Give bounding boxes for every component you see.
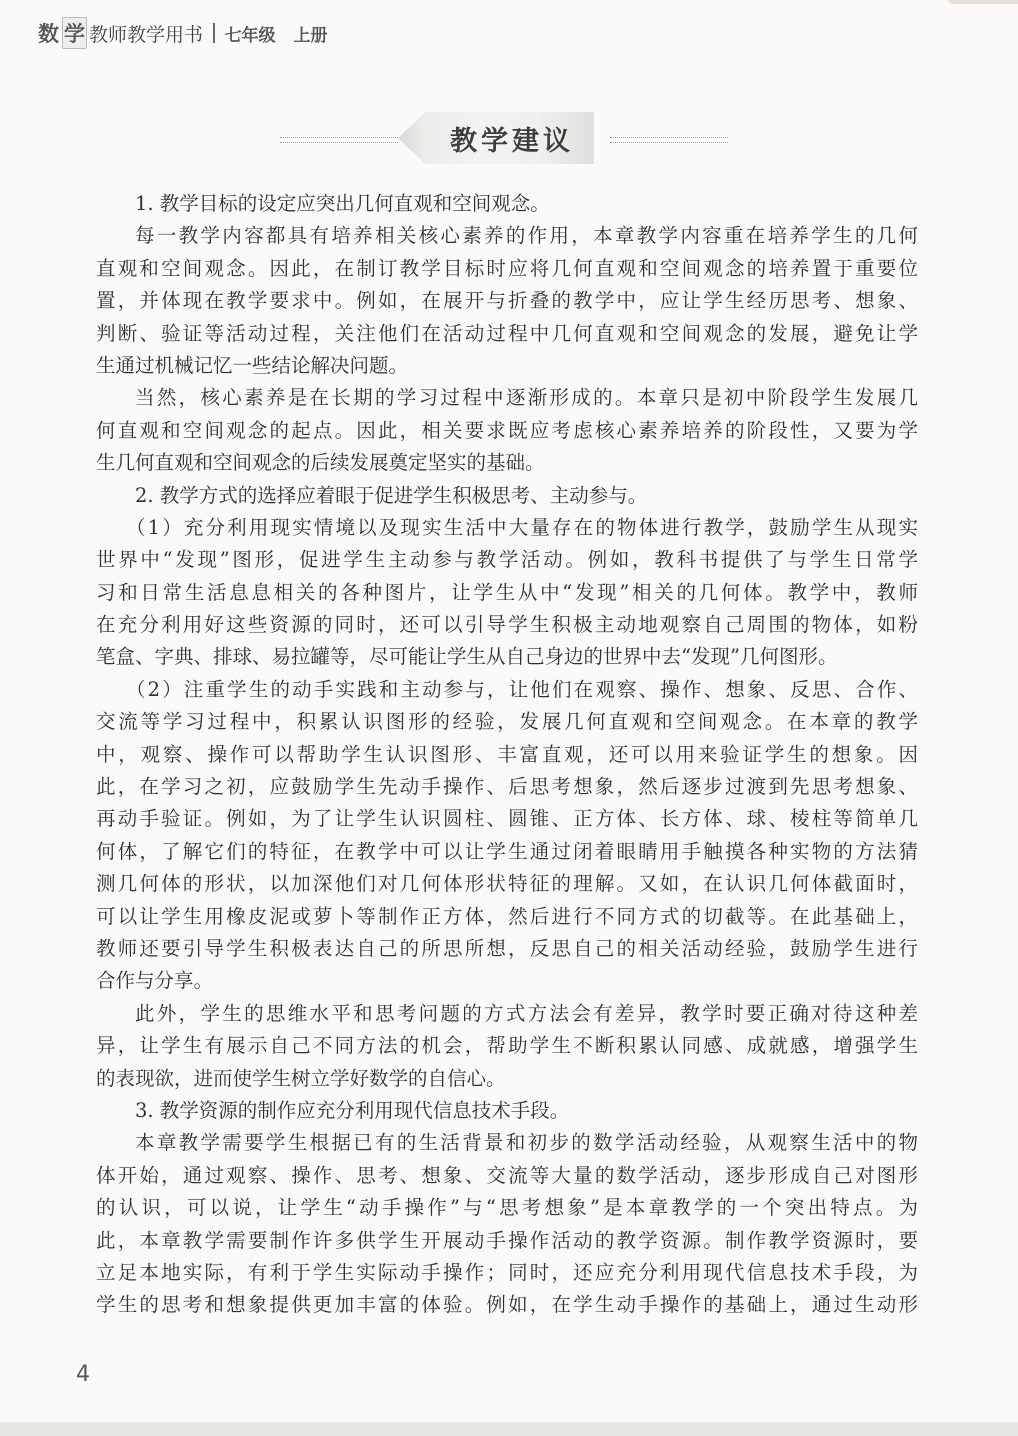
text-line: 此，本章教学需要制作许多供学生开展动手操作活动的教学资源。制作教学资源时，要	[96, 1228, 918, 1252]
text-line: 本章教学需要学生根据已有的生活背景和初步的数学活动经验，从观察生活中的物	[135, 1131, 918, 1155]
text-line: 合作与分享。	[96, 969, 214, 993]
text-line: 再动手验证。例如，为了让学生认识圆柱、圆锥、正方体、长方体、球、棱柱等简单几	[96, 807, 918, 831]
text-line: 1. 教学目标的设定应突出几何直观和空间观念。	[135, 192, 550, 215]
text-line: 学生的思考和想象提供更加丰富的体验。例如，在学生动手操作的基础上，通过生动形	[96, 1293, 918, 1317]
text-line: 习和日常生活息息相关的各种图片，让学生从中“发现”相关的几何体。教学中，教师	[96, 580, 918, 604]
running-header	[38, 18, 328, 48]
header-divider	[213, 23, 215, 43]
text-line: 在充分利用好这些资源的同时，还可以引导学生积极主动地观察自己周围的物体，如粉	[96, 613, 918, 637]
page-number: 4	[76, 1362, 90, 1387]
volume-label: 上册	[293, 25, 328, 46]
section-title: 教学建议	[450, 126, 574, 157]
body-text	[96, 188, 918, 1322]
page-corner-tab	[948, 0, 1018, 4]
text-line: 何直观和空间观念的起点。因此，相关要求既应考虑核心素养培养的阶段性，又要为学	[96, 418, 918, 442]
text-line: 每一教学内容都具有培养相关核心素养的作用，本章教学内容重在培养学生的几何	[135, 224, 918, 248]
text-line: 生通过机械记忆一些结论解决问题。	[96, 353, 409, 377]
text-line: 2. 教学方式的选择应着眼于促进学生积极思考、主动参与。	[135, 483, 648, 507]
text-line: 置，并体现在教学要求中。例如，在展开与折叠的教学中，应让学生经历思考、想象、	[96, 289, 918, 313]
text-line: 3. 教学资源的制作应充分利用现代信息技术手段。	[135, 1098, 570, 1122]
text-line: 立足本地实际，有利于学生实际动手操作；同时，还应充分利用现代信息技术手段，为	[96, 1260, 918, 1284]
text-line: 可以让学生用橡皮泥或萝卜等制作正方体，然后进行不同方式的切截等。在此基础上，	[96, 904, 918, 928]
text-line: 世界中“发现”图形，促进学生主动参与教学活动。例如，教科书提供了与学生日常学	[96, 548, 918, 572]
text-line: （1）充分利用现实情境以及现实生活中大量存在的物体进行教学，鼓励学生从现实	[126, 515, 918, 539]
text-line: 何体，了解它们的特征，在教学中可以让学生通过闭着眼睛用手触摸各种实物的方法猜	[96, 839, 918, 863]
text-line: 笔盒、字典、排球、易拉罐等，尽可能让学生从自己身边的世界中去“发现”几何图形。	[96, 645, 838, 669]
text-line: 生几何直观和空间观念的后续发展奠定坚实的基础。	[96, 451, 545, 475]
text-line: 体开始，通过观察、操作、思考、想象、交流等大量的数学活动，逐步形成自己对图形	[96, 1163, 918, 1187]
title-rule-left	[280, 137, 398, 143]
text-line: 此，在学习之初，应鼓励学生先动手操作、后思考想象，然后逐步过渡到先思考想象、	[96, 775, 918, 799]
text-line: 交流等学习过程中，积累认识图形的经验，发展几何直观和空间观念。在本章的教学	[96, 710, 918, 734]
text-line: 当然，核心素养是在长期的学习过程中逐渐形成的。本章只是初中阶段学生发展几	[135, 386, 918, 410]
text-line: 直观和空间观念。因此，在制订教学目标时应将几何直观和空间观念的培养置于重要位	[96, 256, 918, 280]
text-line: 异，让学生有展示自己不同方法的机会，帮助学生不断积累认同感、成就感，增强学生	[96, 1034, 918, 1058]
text-line: 教师还要引导学生积极表达自己的所思所想，反思自己的相关活动经验，鼓励学生进行	[96, 936, 918, 960]
text-line: 判断、验证等活动过程，关注他们在活动过程中几何直观和空间观念的发展，避免让学	[96, 321, 918, 345]
text-line: （2）注重学生的动手实践和主动参与，让他们在观察、操作、想象、反思、合作、	[126, 677, 918, 701]
text-line: 此外，学生的思维水平和思考问题的方式方法会有差异，教学时要正确对待这种差	[135, 1001, 918, 1025]
text-line: 的表现欲，进而使学生树立学好数学的自信心。	[96, 1066, 506, 1090]
section-title-banner	[280, 112, 880, 164]
book-title: 教师教学用书	[89, 23, 204, 46]
text-line: 的认识，可以说，让学生“动手操作”与“思考想象”是本章教学的一个突出特点。为	[96, 1196, 918, 1220]
title-rule-right	[610, 137, 728, 143]
text-line: 测几何体的形状，以加深他们对几何体形状特征的理解。又如，在认识几何体截面时，	[96, 872, 918, 896]
grade-label: 七年级	[224, 25, 276, 46]
text-line: 中，观察、操作可以帮助学生认识图形、丰富直观，还可以用来验证学生的想象。因	[96, 742, 918, 766]
page-bottom-edge	[0, 1422, 1018, 1436]
subject-logo: 数 学	[38, 17, 87, 49]
